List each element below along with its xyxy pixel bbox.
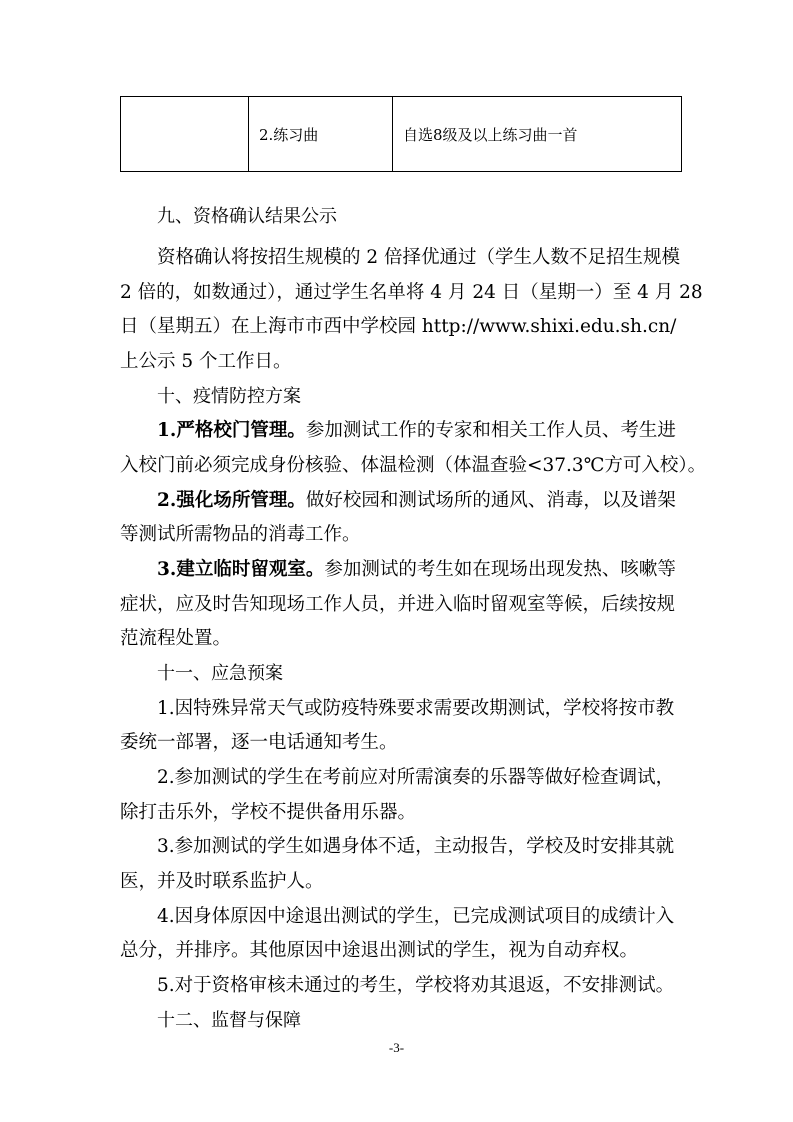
sec10-item-2-title: 2.强化场所管理。 — [157, 490, 306, 511]
sec10-item-1 — [120, 414, 719, 448]
section-12-heading: 十二、监督与保障 — [157, 1010, 301, 1031]
instrument-table — [120, 96, 682, 172]
section-11-heading: 十一、应急预案 — [157, 663, 283, 684]
section-10-heading: 十、疫情防控方案 — [157, 386, 301, 407]
sec10-item-3-text: 参加测试的考生如在现场出现发热、咳嗽等 — [324, 559, 676, 580]
sec9-line-3: 日（星期五）在上海市市西中学校园 http://www.shixi.edu.sh.cn/ — [120, 316, 677, 337]
page-number: -3- — [388, 1040, 405, 1055]
sec11-item-5: 5.对于资格审核未通过的考生，学校将劝其退返，不安排测试。 — [157, 975, 675, 996]
sec10-item-2 — [120, 484, 719, 518]
sec11-item-4: 4.因身体原因中途退出测试的学生，已完成测试项目的成绩计入 — [157, 906, 675, 927]
section-9-heading: 九、资格确认结果公示 — [157, 206, 337, 227]
sec10-item-3-line-2: 症状，应及时告知现场工作人员，并进入临时留观室等候，后续按规 — [120, 594, 676, 615]
table-cell-requirement: 自选8级及以上练习曲一首 — [393, 97, 682, 172]
sec11-item-1: 1.因特殊异常天气或防疫特殊要求需要改期测试，学校将按市教 — [157, 698, 675, 719]
sec11-item-2: 2.参加测试的学生在考前应对所需演奏的乐器等做好检查调试， — [157, 767, 675, 788]
sec10-item-1-line-2: 入校门前必须完成身份核验、体温检测（体温查验<37.3℃方可入校）。 — [120, 455, 707, 476]
sec10-item-1-title: 1.严格校门管理。 — [157, 420, 306, 441]
sec10-item-2-line-2: 等测试所需物品的消毒工作。 — [120, 524, 361, 545]
sec11-item-3: 3.参加测试的学生如遇身体不适，主动报告，学校及时安排其就 — [157, 836, 675, 857]
sec10-item-2-text: 做好校园和测试场所的通风、消毒，以及谱架 — [305, 490, 676, 511]
sec9-line-2: 2 倍的，如数通过），通过学生名单将 4 月 24 日（星期一）至 4 月 28 — [120, 282, 703, 303]
sec11-item-3-line-2: 医，并及时联系监护人。 — [120, 871, 324, 892]
sec9-line-1: 资格确认将按招生规模的 2 倍择优通过（学生人数不足招生规模 — [157, 247, 681, 268]
table-row — [121, 97, 682, 172]
table-cell-item: 2.练习曲 — [249, 97, 393, 172]
sec10-item-1-text: 参加测试工作的专家和相关工作人员、考生进 — [305, 420, 676, 441]
sec11-item-2-line-2: 除打击乐外，学校不提供备用乐器。 — [120, 802, 417, 823]
sec10-item-3-line-3: 范流程处置。 — [120, 628, 232, 649]
sec11-item-4-line-2: 总分，并排序。其他原因中途退出测试的学生，视为自动弃权。 — [120, 940, 639, 961]
sec10-item-3-title: 3.建立临时留观室。 — [157, 559, 325, 580]
sec9-line-4: 上公示 5 个工作日。 — [120, 351, 292, 372]
sec11-item-1-line-2: 委统一部署，逐一电话通知考生。 — [120, 732, 398, 753]
sec10-item-3 — [120, 553, 719, 587]
table-cell-empty — [121, 97, 249, 172]
